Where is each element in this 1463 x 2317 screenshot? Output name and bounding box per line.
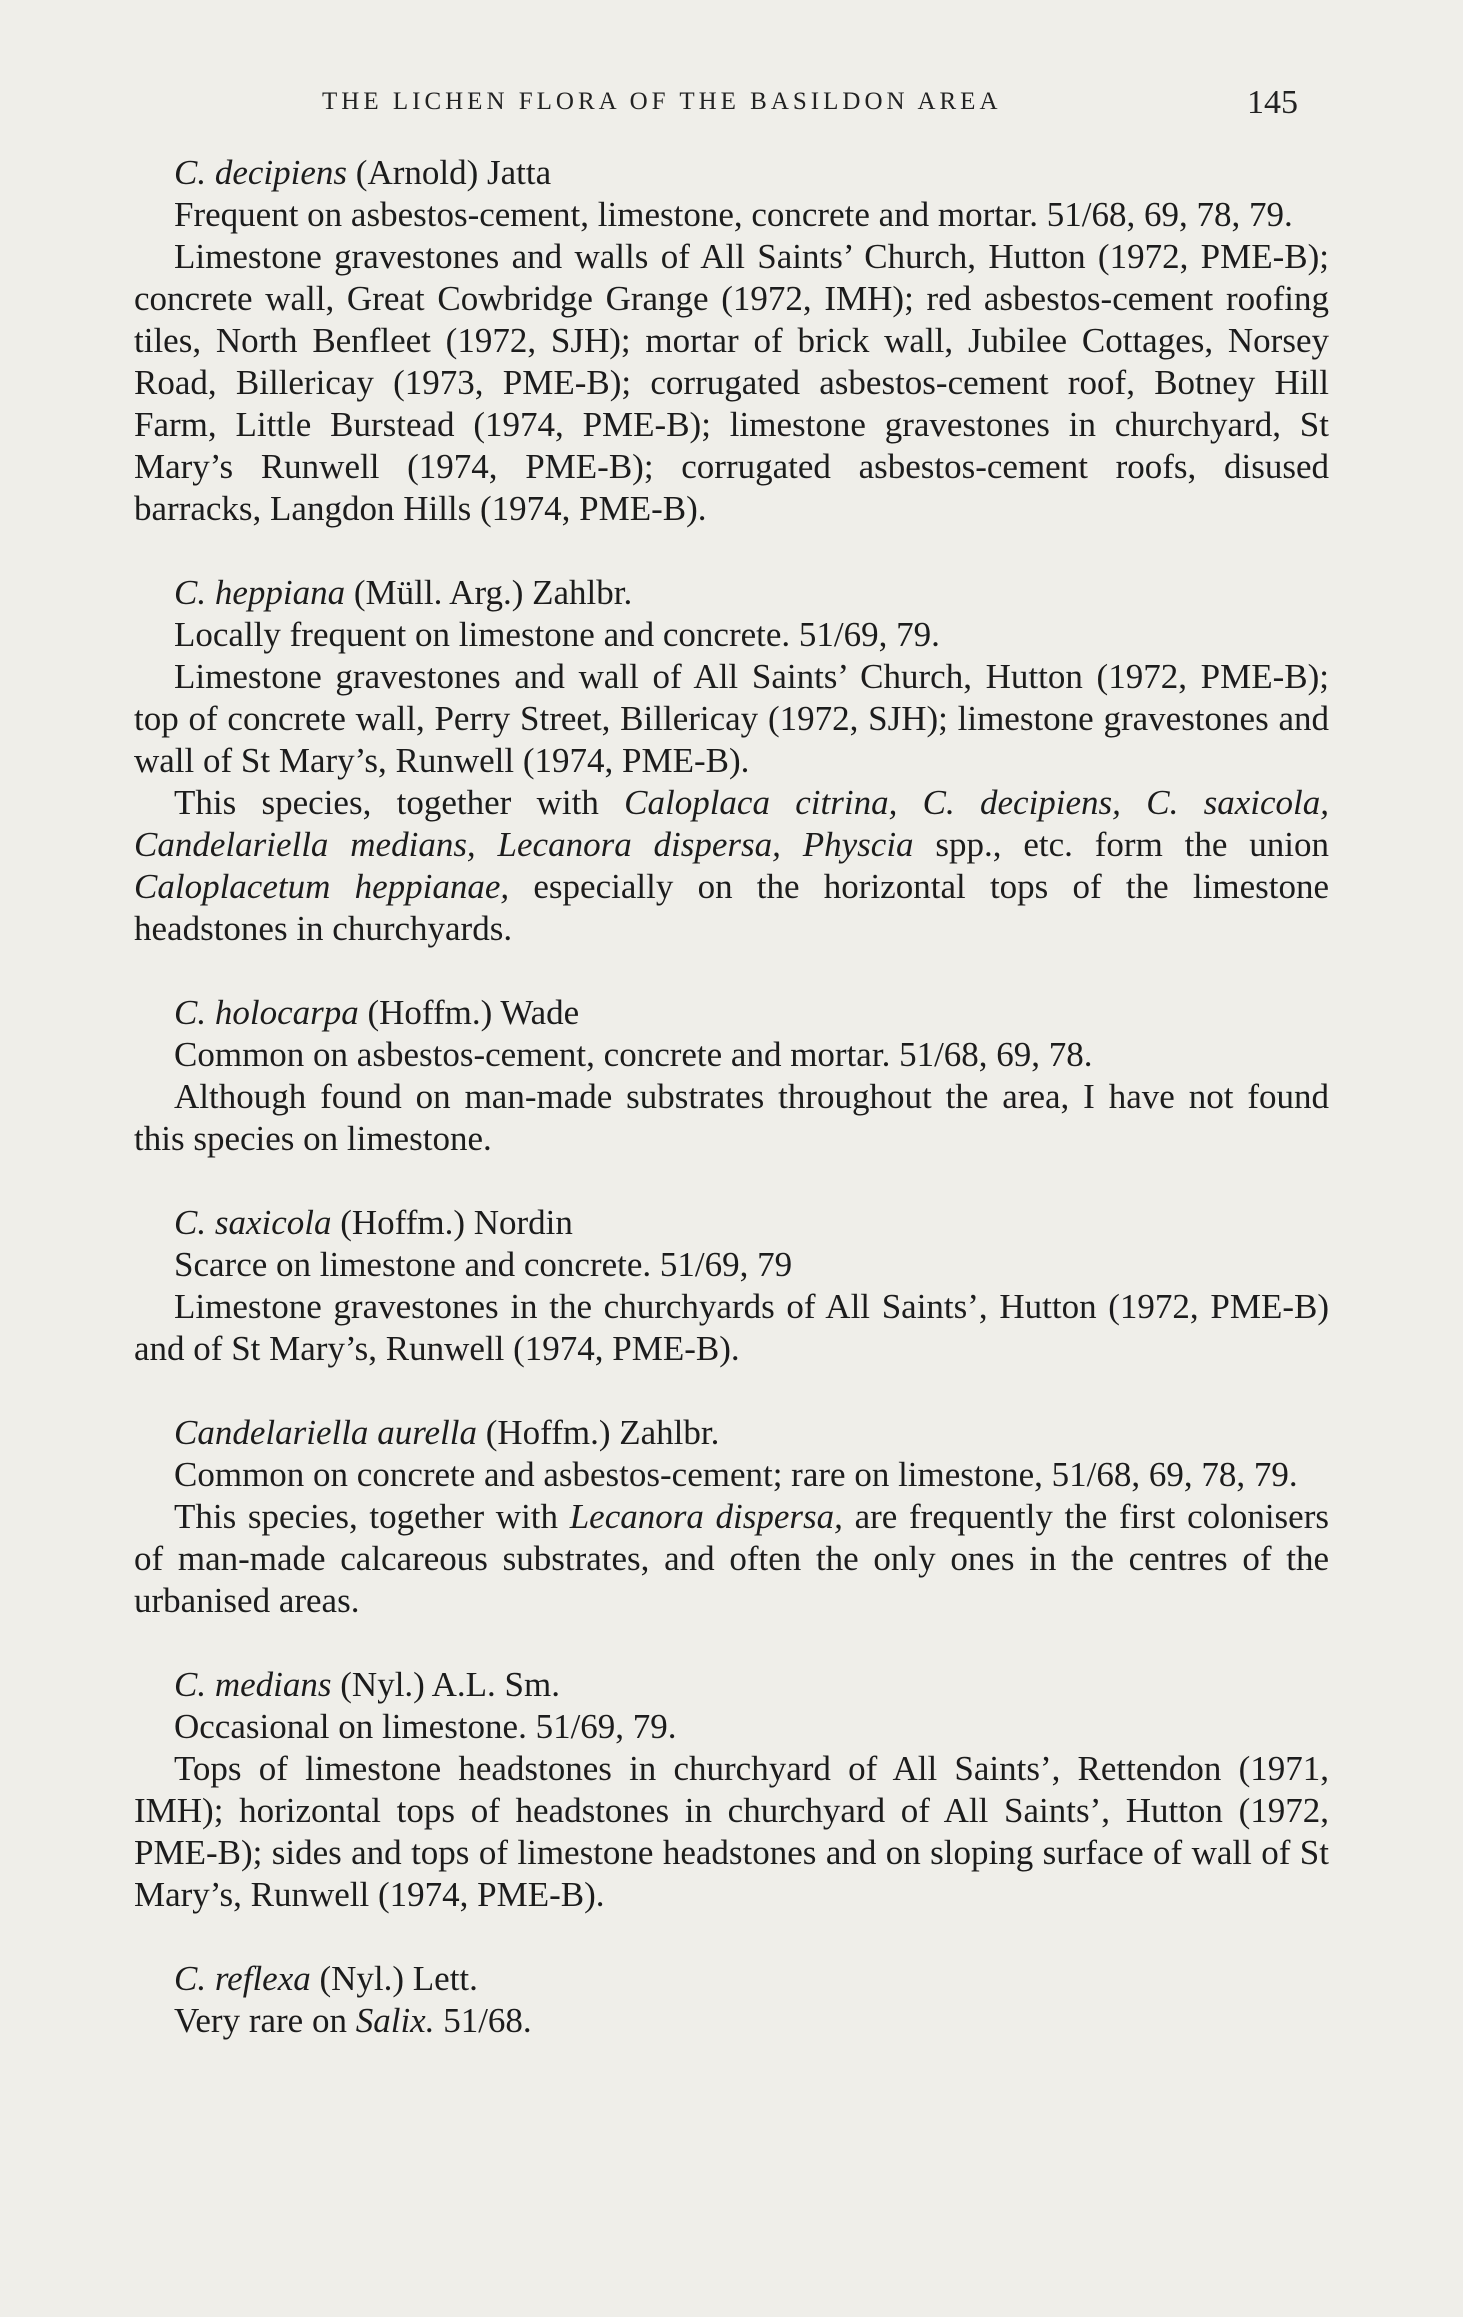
frequency-text: Occasional on limestone. 51/69, 79. <box>174 1707 677 1746</box>
authority: (Nyl.) A.L. Sm. <box>331 1665 560 1704</box>
records-text: Tops of limestone headstones in churchyard of All Saints’, Rettendon (1971, IMH); horizontal tops of headstones in churchyard of All Saints’, Hutton (1972, PME-B); sides and tops of limestone headstones and on sloping surface of wall of St Mary’s, Runwell (1974, PME-B). <box>134 1749 1329 1914</box>
genus: C. <box>174 1203 207 1242</box>
frequency-text: Very rare on Salix. 51/68. <box>174 2001 532 2040</box>
epithet: saxicola <box>214 1203 332 1242</box>
records-text: Limestone gravestones and wall of All Saints’ Church, Hutton (1972, PME-B); top of concrete wall, Perry Street, Billericay (1972, SJH); limestone gravestones and wall of St Mary’s, Runwell (1974, PME-B). <box>134 657 1329 780</box>
frequency-text: Frequent on asbestos-cement, limestone, concrete and mortar. 51/68, 69, 78, 79. <box>174 195 1293 234</box>
page-number: 145 <box>1247 84 1298 121</box>
genus: C. <box>174 573 207 612</box>
frequency-text: Scarce on limestone and concrete. 51/69, 79 <box>174 1245 793 1284</box>
epithet: holocarpa <box>214 993 359 1032</box>
frequency-text: Common on concrete and asbestos-cement; rare on limestone, 51/68, 69, 78, 79. <box>174 1455 1298 1494</box>
frequency-text: Common on asbestos-cement, concrete and mortar. 51/68, 69, 78. <box>174 1035 1093 1074</box>
species-entry-saxicola <box>134 1202 1329 1370</box>
genus: C. <box>174 993 207 1032</box>
species-name <box>134 1664 1329 1706</box>
page-header <box>0 80 1463 140</box>
species-entry-candelariella-aurella <box>134 1412 1329 1622</box>
epithet: medians <box>214 1665 332 1704</box>
epithet: decipiens <box>214 153 348 192</box>
note-text: This species, together with Caloplaca citrina, C. decipiens, C. saxicola, Candelariella medians, Lecanora dispersa, Physcia spp., etc. form the union Caloplacetum heppianae, especially on the horizontal tops of the limestone headstones in churchyards. <box>134 783 1330 948</box>
species-entry-holocarpa <box>134 992 1329 1160</box>
authority: (Hoffm.) Zahlbr. <box>477 1413 720 1452</box>
authority: (Arnold) Jatta <box>347 153 552 192</box>
genus: C. <box>174 153 207 192</box>
species-name <box>134 1412 1329 1454</box>
species-name <box>134 1202 1329 1244</box>
authority: (Nyl.) Lett. <box>310 1959 478 1998</box>
authority: (Hoffm.) Nordin <box>331 1203 573 1242</box>
records-text: Limestone gravestones in the churchyards of All Saints’, Hutton (1972, PME-B) and of St Mary’s, Runwell (1974, PME-B). <box>134 1287 1329 1368</box>
genus: C. <box>174 1665 207 1704</box>
note-text: This species, together with Lecanora dispersa, are frequently the first colonisers of man-made calcareous substrates, and often the only ones in the centres of the urbanised areas. <box>134 1497 1329 1620</box>
epithet: reflexa <box>214 1959 311 1998</box>
species-name <box>134 152 1329 194</box>
note-text: Although found on man-made substrates throughout the area, I have not found this species on limestone. <box>134 1077 1329 1158</box>
genus: C. <box>174 1959 207 1998</box>
species-name <box>134 1958 1329 2000</box>
records-text: Limestone gravestones and walls of All Saints’ Church, Hutton (1972, PME-B); concrete wall, Great Cowbridge Grange (1972, IMH); red asbestos-cement roofing tiles, North Benfleet (1972, SJH); mortar of brick wall, Jubilee Cottages, Norsey Road, Billericay (1973, PME-B); corrugated asbestos-cement roof, Botney Hill Farm, Little Burstead (1974, PME-B); limestone gravestones in churchyard, St Mary’s Runwell (1974, PME-B); corrugated asbestos-cement roofs, disused barracks, Langdon Hills (1974, PME-B). <box>134 237 1329 528</box>
running-title: THE LICHEN FLORA OF THE BASILDON AREA <box>322 88 1002 115</box>
authority: (Müll. Arg.) Zahlbr. <box>345 573 633 612</box>
species-list <box>134 152 1329 2084</box>
epithet: aurella <box>377 1413 477 1452</box>
species-entry-decipiens <box>134 152 1329 530</box>
epithet: heppiana <box>214 573 346 612</box>
species-entry-medians <box>134 1664 1329 1916</box>
species-name <box>134 572 1329 614</box>
authority: (Hoffm.) Wade <box>358 993 580 1032</box>
species-entry-heppiana <box>134 572 1329 950</box>
species-name <box>134 992 1329 1034</box>
genus: Candelariella <box>174 1413 369 1452</box>
frequency-text: Locally frequent on limestone and concrete. 51/69, 79. <box>174 615 940 654</box>
species-entry-reflexa <box>134 1958 1329 2042</box>
